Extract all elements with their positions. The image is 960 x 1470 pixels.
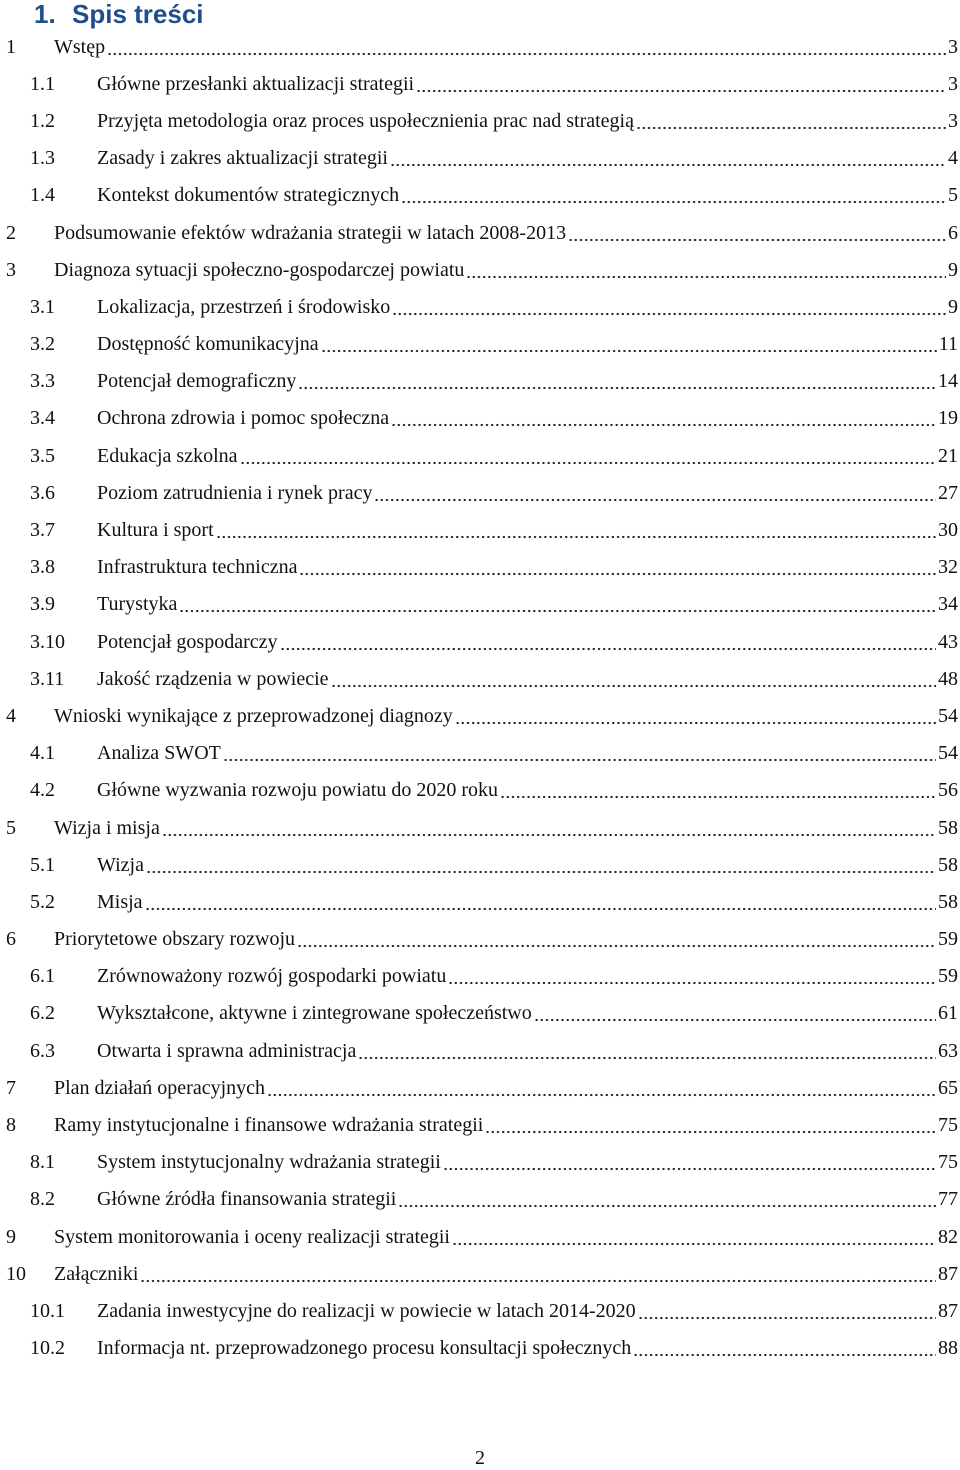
toc-entry[interactable] bbox=[0, 214, 960, 251]
toc-entry-page: 58 bbox=[938, 853, 958, 876]
dot-leader bbox=[390, 162, 946, 168]
toc-entry-title[interactable]: Lokalizacja, przestrzeń i środowisko bbox=[97, 295, 391, 318]
toc-entry-page: 34 bbox=[938, 593, 958, 616]
toc-entry-number: 10.1 bbox=[30, 1299, 65, 1322]
toc-entry-title[interactable]: Załączniki bbox=[54, 1262, 139, 1285]
toc-entry-page: 82 bbox=[938, 1225, 958, 1248]
toc-entry-title[interactable]: Analiza SWOT bbox=[97, 742, 221, 765]
toc-entry-page: 75 bbox=[938, 1151, 958, 1174]
toc-entry[interactable] bbox=[0, 883, 960, 920]
toc-entry-title[interactable]: Główne wyzwania rozwoju powiatu do 2020 roku bbox=[97, 779, 499, 802]
toc-entry[interactable] bbox=[0, 288, 960, 325]
toc-entry-title[interactable]: Zadania inwestycyjne do realizacji w powiecie w latach 2014-2020 bbox=[97, 1299, 636, 1322]
toc-entry-title[interactable]: System instytucjonalny wdrażania strategii bbox=[97, 1151, 441, 1174]
dot-leader bbox=[401, 199, 946, 205]
toc-entry[interactable] bbox=[0, 363, 960, 400]
toc-entry-page: 3 bbox=[948, 35, 958, 58]
toc-entry-title[interactable]: Infrastruktura techniczna bbox=[97, 556, 298, 579]
dot-leader bbox=[162, 832, 936, 838]
toc-entry-title[interactable]: Wstęp bbox=[54, 35, 106, 58]
dot-leader bbox=[240, 460, 937, 466]
toc-entry-title[interactable]: Główne źródła finansowania strategii bbox=[97, 1188, 397, 1211]
toc-entry-page: 43 bbox=[938, 630, 958, 653]
toc-entry-number: 4.1 bbox=[30, 742, 55, 765]
toc-entry-page: 61 bbox=[938, 1002, 958, 1025]
dot-leader bbox=[331, 683, 936, 689]
toc-entry-title[interactable]: Główne przesłanki aktualizacji strategii bbox=[97, 72, 415, 95]
toc-entry-number: 3.7 bbox=[30, 519, 55, 542]
toc-entry-title[interactable]: Turystyka bbox=[97, 593, 178, 616]
toc-entry-page: 5 bbox=[948, 184, 958, 207]
toc-entry-title[interactable]: Priorytetowe obszary rozwoju bbox=[54, 928, 296, 951]
toc-entry-page: 30 bbox=[938, 519, 958, 542]
dot-leader bbox=[321, 348, 937, 354]
dot-leader bbox=[358, 1055, 936, 1061]
toc-entry-number: 5.1 bbox=[30, 853, 55, 876]
dot-leader bbox=[638, 1315, 936, 1321]
toc-entry-number: 1.2 bbox=[30, 109, 55, 132]
toc-entry-title[interactable]: Otwarta i sprawna administracja bbox=[97, 1039, 357, 1062]
toc-entry-number: 10.2 bbox=[30, 1337, 65, 1360]
dot-leader bbox=[568, 237, 946, 243]
toc-entry-number: 3 bbox=[6, 258, 16, 281]
toc-entry[interactable] bbox=[0, 251, 960, 288]
toc-entry-number: 8.2 bbox=[30, 1188, 55, 1211]
toc-entry-number: 3.9 bbox=[30, 593, 55, 616]
dot-leader bbox=[298, 385, 936, 391]
toc-entry-page: 32 bbox=[938, 556, 958, 579]
toc-entry-number: 3.1 bbox=[30, 295, 55, 318]
toc-entry[interactable] bbox=[0, 772, 960, 809]
dot-leader bbox=[392, 311, 946, 317]
toc-entry[interactable] bbox=[0, 623, 960, 660]
toc-entry[interactable] bbox=[0, 326, 960, 363]
toc-entry-number: 3.10 bbox=[30, 630, 65, 653]
toc-entry-title[interactable]: Kultura i sport bbox=[97, 519, 214, 542]
toc-entry[interactable] bbox=[0, 1032, 960, 1069]
toc-entry[interactable] bbox=[0, 177, 960, 214]
toc-entry-title[interactable]: Dostępność komunikacyjna bbox=[97, 333, 319, 356]
toc-entry-title[interactable]: Wizja bbox=[97, 853, 144, 876]
toc-entry-title[interactable]: Jakość rządzenia w powiecie bbox=[97, 667, 329, 690]
toc-entry-page: 77 bbox=[938, 1188, 958, 1211]
toc-entry-page: 87 bbox=[938, 1299, 958, 1322]
toc-entry-title[interactable]: Wnioski wynikające z przeprowadzonej diagnozy bbox=[54, 704, 453, 727]
toc-entry[interactable] bbox=[0, 735, 960, 772]
dot-leader bbox=[452, 1241, 936, 1247]
toc-entry-number: 3.3 bbox=[30, 370, 55, 393]
toc-entry-title[interactable]: Wizja i misja bbox=[54, 816, 160, 839]
toc-entry-title[interactable]: Kontekst dokumentów strategicznych bbox=[97, 184, 400, 207]
toc-entry[interactable] bbox=[0, 995, 960, 1032]
dot-leader bbox=[448, 980, 936, 986]
toc-entry-page: 65 bbox=[938, 1076, 958, 1099]
toc-entry[interactable] bbox=[0, 140, 960, 177]
toc-entry[interactable] bbox=[0, 28, 960, 65]
toc-entry-number: 3.11 bbox=[30, 667, 65, 690]
toc-entry-number: 4.2 bbox=[30, 779, 55, 802]
toc-entry-title[interactable]: Plan działań operacyjnych bbox=[54, 1076, 266, 1099]
toc-entry[interactable] bbox=[0, 809, 960, 846]
toc-entry-page: 58 bbox=[938, 816, 958, 839]
dot-leader bbox=[636, 125, 946, 131]
dot-leader bbox=[391, 422, 936, 428]
toc-entry[interactable] bbox=[0, 1330, 960, 1367]
toc-entry-page: 9 bbox=[948, 295, 958, 318]
toc-entry-title[interactable]: Informacja nt. przeprowadzonego procesu konsultacji społecznych bbox=[97, 1337, 632, 1360]
dot-leader bbox=[398, 1203, 936, 1209]
toc-entry[interactable] bbox=[0, 1144, 960, 1181]
toc-entry-number: 5.2 bbox=[30, 890, 55, 913]
toc-heading-title: Spis treści bbox=[72, 0, 204, 29]
dot-leader bbox=[500, 794, 936, 800]
dot-leader bbox=[140, 1278, 936, 1284]
toc-entry-number: 1.4 bbox=[30, 184, 55, 207]
toc-entry[interactable] bbox=[0, 474, 960, 511]
dot-leader bbox=[216, 534, 936, 540]
dot-leader bbox=[633, 1352, 936, 1358]
toc-entry[interactable] bbox=[0, 1218, 960, 1255]
toc-entry-number: 7 bbox=[6, 1076, 16, 1099]
toc-entry-page: 48 bbox=[938, 667, 958, 690]
toc-entry[interactable] bbox=[0, 586, 960, 623]
toc-entry[interactable] bbox=[0, 1181, 960, 1218]
toc-entry-number: 2 bbox=[6, 221, 16, 244]
toc-entry-title[interactable]: Poziom zatrudnienia i rynek pracy bbox=[97, 481, 373, 504]
toc-entry-page: 6 bbox=[948, 221, 958, 244]
page-number: 2 bbox=[475, 1447, 485, 1469]
toc-entry-number: 3.4 bbox=[30, 407, 55, 430]
dot-leader bbox=[455, 720, 936, 726]
dot-leader bbox=[466, 274, 946, 280]
toc-entry-number: 9 bbox=[6, 1225, 16, 1248]
toc-entry-title[interactable]: Przyjęta metodologia oraz proces uspołecznienia prac nad strategią bbox=[97, 109, 634, 132]
toc-entry-number: 4 bbox=[6, 704, 16, 727]
toc-entry-number: 3.6 bbox=[30, 481, 55, 504]
toc-heading-number: 1. bbox=[34, 0, 56, 29]
toc-entry[interactable] bbox=[0, 511, 960, 548]
toc-entry-page: 14 bbox=[938, 370, 958, 393]
toc-entry-title[interactable]: Ramy instytucjonalne i finansowe wdrażania strategii bbox=[54, 1114, 484, 1137]
dot-leader bbox=[267, 1092, 936, 1098]
dot-leader bbox=[145, 906, 936, 912]
dot-leader bbox=[146, 869, 936, 875]
toc-entry[interactable] bbox=[0, 958, 960, 995]
toc-entry-title[interactable]: Potencjał demograficzny bbox=[97, 370, 297, 393]
toc-entry-number: 3.2 bbox=[30, 333, 55, 356]
toc-entry-page: 11 bbox=[938, 333, 958, 356]
toc-entry[interactable] bbox=[0, 400, 960, 437]
dot-leader bbox=[443, 1166, 936, 1172]
toc-entry[interactable] bbox=[0, 1255, 960, 1292]
toc-entry-title[interactable]: Potencjał gospodarczy bbox=[97, 630, 278, 653]
toc-entry-page: 4 bbox=[948, 147, 958, 170]
toc-entry-page: 27 bbox=[938, 481, 958, 504]
toc-entry-number: 6.1 bbox=[30, 965, 55, 988]
toc-heading bbox=[34, 0, 204, 30]
toc-entry[interactable] bbox=[0, 65, 960, 102]
toc-entry[interactable] bbox=[0, 102, 960, 139]
toc-entry-title[interactable]: System monitorowania i oceny realizacji strategii bbox=[54, 1225, 450, 1248]
toc-entry-number: 6.2 bbox=[30, 1002, 55, 1025]
dot-leader bbox=[280, 646, 937, 652]
toc-entry-page: 59 bbox=[938, 965, 958, 988]
toc-entry-page: 58 bbox=[938, 890, 958, 913]
toc-entry[interactable] bbox=[0, 437, 960, 474]
toc-entry-page: 9 bbox=[948, 258, 958, 281]
toc-entry-page: 54 bbox=[938, 742, 958, 765]
dot-leader bbox=[485, 1129, 936, 1135]
toc-entry-page: 63 bbox=[938, 1039, 958, 1062]
toc-entry-number: 1.3 bbox=[30, 147, 55, 170]
toc-entry-number: 8.1 bbox=[30, 1151, 55, 1174]
toc-entry-number: 6 bbox=[6, 928, 16, 951]
toc-entry[interactable] bbox=[0, 660, 960, 697]
toc-entry[interactable] bbox=[0, 1069, 960, 1106]
toc-entry-page: 87 bbox=[938, 1262, 958, 1285]
toc-entry[interactable] bbox=[0, 846, 960, 883]
toc-entry-title[interactable]: Podsumowanie efektów wdrażania strategii w latach 2008-2013 bbox=[54, 221, 567, 244]
toc-entry-number: 10 bbox=[6, 1262, 26, 1285]
toc-entry[interactable] bbox=[0, 1292, 960, 1329]
toc-entry-page: 3 bbox=[948, 72, 958, 95]
toc-entry[interactable] bbox=[0, 921, 960, 958]
dot-leader bbox=[299, 571, 936, 577]
toc-entry-page: 3 bbox=[948, 109, 958, 132]
toc-entry-title[interactable]: Zrównoważony rozwój gospodarki powiatu bbox=[97, 965, 447, 988]
toc-entry-page: 75 bbox=[938, 1114, 958, 1137]
toc-entry[interactable] bbox=[0, 697, 960, 734]
toc-entry-number: 3.8 bbox=[30, 556, 55, 579]
toc-entry-page: 88 bbox=[938, 1337, 958, 1360]
toc-entry-number: 8 bbox=[6, 1114, 16, 1137]
toc-entry-number: 5 bbox=[6, 816, 16, 839]
dot-leader bbox=[534, 1017, 936, 1023]
toc-entry-number: 1 bbox=[6, 35, 16, 58]
dot-leader bbox=[374, 497, 936, 503]
dot-leader bbox=[297, 943, 936, 949]
dot-leader bbox=[416, 88, 946, 94]
toc-entry-page: 56 bbox=[938, 779, 958, 802]
toc-entry-page: 59 bbox=[938, 928, 958, 951]
toc-entry-title[interactable]: Misja bbox=[97, 890, 143, 913]
toc-entry-number: 3.5 bbox=[30, 444, 55, 467]
toc-entry-page: 54 bbox=[938, 704, 958, 727]
toc-entry-page: 21 bbox=[938, 444, 958, 467]
toc-entry-number: 1.1 bbox=[30, 72, 55, 95]
dot-leader bbox=[107, 51, 946, 57]
toc-entry-title[interactable]: Wykształcone, aktywne i zintegrowane społeczeństwo bbox=[97, 1002, 532, 1025]
table-of-contents bbox=[0, 28, 960, 1367]
toc-entry-number: 6.3 bbox=[30, 1039, 55, 1062]
toc-entry[interactable] bbox=[0, 549, 960, 586]
toc-entry-title[interactable]: Edukacja szkolna bbox=[97, 444, 238, 467]
toc-entry-title[interactable]: Ochrona zdrowia i pomoc społeczna bbox=[97, 407, 390, 430]
dot-leader bbox=[223, 757, 936, 763]
toc-entry-page: 19 bbox=[938, 407, 958, 430]
dot-leader bbox=[179, 608, 936, 614]
toc-entry-title[interactable]: Zasady i zakres aktualizacji strategii bbox=[97, 147, 388, 170]
toc-entry-title[interactable]: Diagnoza sytuacji społeczno-gospodarczej powiatu bbox=[54, 258, 465, 281]
toc-entry[interactable] bbox=[0, 1106, 960, 1143]
